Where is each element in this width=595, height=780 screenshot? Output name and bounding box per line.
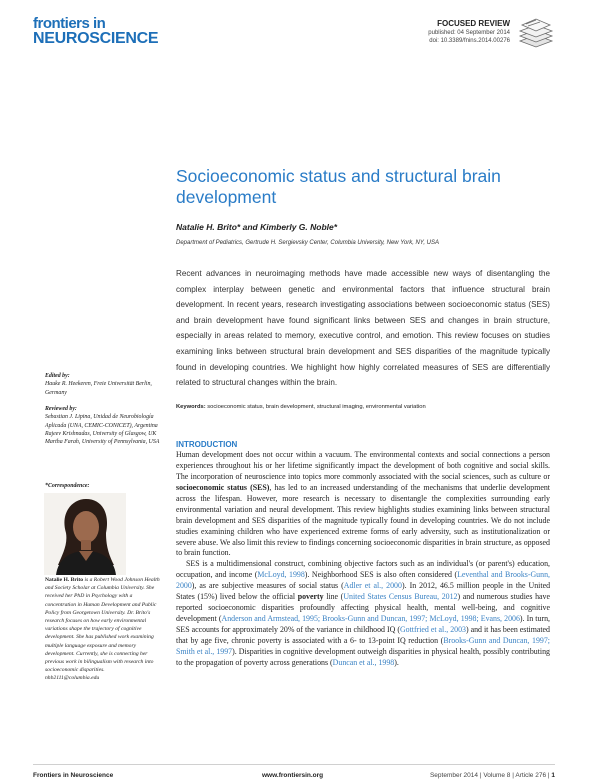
paragraph-text: ). [394, 657, 399, 667]
reviewed-by [45, 405, 165, 446]
bold-term: socioeconomic status (SES) [176, 482, 270, 492]
author-photo [44, 493, 126, 575]
edited-by-label: Edited by: [45, 373, 70, 379]
paragraph-text: line ( [323, 592, 344, 602]
doi-link[interactable]: doi: 10.3389/fnins.2014.00276 [429, 38, 510, 44]
abstract: Recent advances in neuroimaging methods have made accessible new ways of disentangling the complex interplay between genetic and environmental factors that influence structural brain development. In recent years, research investigating associations between socioeconomic status (SES) and brain development have found significant links between SES and changes in brain structure, especially in areas related to memory, executive control, and emotion. This review focuses on studies examining links between structural brain development and SES disparities of the magnitude typically found in developing countries. We highlight how highly correlated measures of SES are differentially related to structural changes within the brain. [176, 269, 550, 388]
publication-date: published: 04 September 2014 [428, 30, 510, 36]
paragraph [176, 450, 550, 559]
paragraph-text: ). Neighborhood SES is also often considered ( [304, 570, 458, 580]
footer-journal: Frontiers in Neuroscience [33, 772, 114, 779]
author-affiliation: Department of Pediatrics, Gertrude H. Sergievsky Center, Columbia University, New York, NY, USA [176, 240, 439, 246]
paragraph-text: ). In turn, SES accounts for approximately 20% of the variance in childhood IQ ( [176, 614, 550, 634]
paragraph-text: ) and it has been estimated that by age five, chronic poverty is associated with a 6- to 13-point IQ reduction ( [176, 625, 551, 645]
correspondence-heading: *Correspondence: [45, 483, 90, 489]
journal-logo-line2: NEUROSCIENCE [33, 30, 159, 47]
footer-issue [390, 772, 555, 779]
page-number: 1 [551, 772, 555, 779]
reviewer: Sebastian J. Lipina, Unidad de Neurobiología Aplicada (UNA, CEMIC-CONICET), Argentina [45, 414, 158, 429]
citation-link[interactable]: Duncan et al., 1998 [332, 657, 395, 667]
journal-logo-line1: frontiers in [33, 15, 106, 32]
citation-link[interactable]: Brooks-Gunn and Duncan, 1997; Smith et al., 1997 [176, 635, 550, 656]
citation-link[interactable]: Gottfried et al., 2003 [399, 625, 466, 634]
paragraph-text: SES is a multidimensional construct, combining objective factors such as an individual's (or parent's) education, occupation, and income ( [176, 559, 550, 580]
footer-divider [33, 764, 555, 765]
body-text [176, 450, 550, 669]
reviewer: Rajeev Krishnadas, University of Glasgow, UK [45, 430, 157, 437]
paragraph-text: ) and numerous studies have reported socioeconomic disparities profoundly affecting physical health, mental well-being, and cognitive development ( [176, 592, 551, 624]
citation-link[interactable]: Leventhal and Brooks-Gunn, 2000 [176, 570, 550, 591]
author-list: Natalie H. Brito* and Kimberly G. Noble* [176, 222, 338, 232]
bold-term: poverty [297, 592, 324, 602]
paragraph-text: ). Disparities in cognitive development outweigh disparities in physical health, possibly contributing to the propagation of poverty across generations ( [176, 646, 550, 667]
editor-name: Hauke R. Heekeren, Freie Universität Berlin, Germany [45, 381, 152, 396]
paragraph-text: ). In 2012, 46.5 million people in the United States (15%) lived below the official [176, 581, 551, 602]
correspondence-label [45, 482, 165, 490]
keywords [176, 404, 550, 410]
article-title: Socioeconomic status and structural brain development [176, 166, 501, 207]
reviewed-by-label: Reviewed by: [45, 406, 77, 412]
citation-link[interactable]: McLoyd, 1998 [257, 570, 305, 580]
footer-issue-info: September 2014 | Volume 8 | Article 276 | [429, 772, 550, 779]
author-bio [45, 576, 160, 683]
bio-author-name: Natalie H. Brito [45, 577, 84, 583]
edited-by [45, 372, 165, 397]
citation-link[interactable]: United States Census Bureau, 2012 [343, 592, 458, 602]
reviewer: Martha Farah, University of Pennsylvania, USA [45, 439, 160, 446]
section-heading: INTRODUCTION [176, 440, 238, 449]
paragraph-text: ), as are subjective measures of social status ( [191, 581, 344, 591]
paragraph-text: Human development does not occur within a vacuum. The environmental contexts and social connections a person experiences throughout his or her lifetime significantly impact the development of both cognitive and social skills. The incorporation of neuroscience into topics more commonly associated with the social sciences, such as culture or [176, 450, 550, 481]
footer-website-link[interactable]: www.frontiersin.org [262, 772, 324, 779]
bio-email[interactable]: nhb2111@columbia.edu [45, 675, 100, 682]
article-type: FOCUSED REVIEW [437, 19, 510, 28]
paragraph-text: , has led to an increased understanding of the mechanisms that underlie development across the lifespan. However, more research is necessary to disentangle the complexities surrounding early environmental variation and neural development. This review highlights studies examining links between structural brain development and SES disparities of the magnitude typically found in developing countries. We do not include studies examining children who have experienced extreme forms of early adversity, such as institutionalization or severe abuse. We also limit this review to findings concerning socioeconomic disparities in brain structure, as opposed to brain function. [176, 482, 550, 558]
focused-review-stack-icon [516, 13, 556, 49]
keywords-list: socioeconomic status, brain development, structural imaging, environmental variation [207, 404, 426, 410]
bio-text: is a Robert Wood Johnson Health and Society Scholar at Columbia University. She received her PhD in Psychology with a concentration in Human Development and Public Policy from Georgetown University. Dr. Brito's research focuses on how early environmental variations shape the trajectory of cognitive development. She has published work examining multiple language exposure and memory development. Currently, she is connecting her previous work in bilingualism with research into socioeconomic disparities. [45, 577, 160, 674]
citation-link[interactable]: Adler et al., 2000 [343, 581, 402, 591]
paragraph [176, 559, 550, 668]
citation-link[interactable]: Anderson and Armstead, 1995; Brooks-Gunn and Duncan, 1997; McLoyd, 1998; Evans, 2006 [221, 614, 520, 624]
keywords-label: Keywords: [176, 404, 206, 410]
